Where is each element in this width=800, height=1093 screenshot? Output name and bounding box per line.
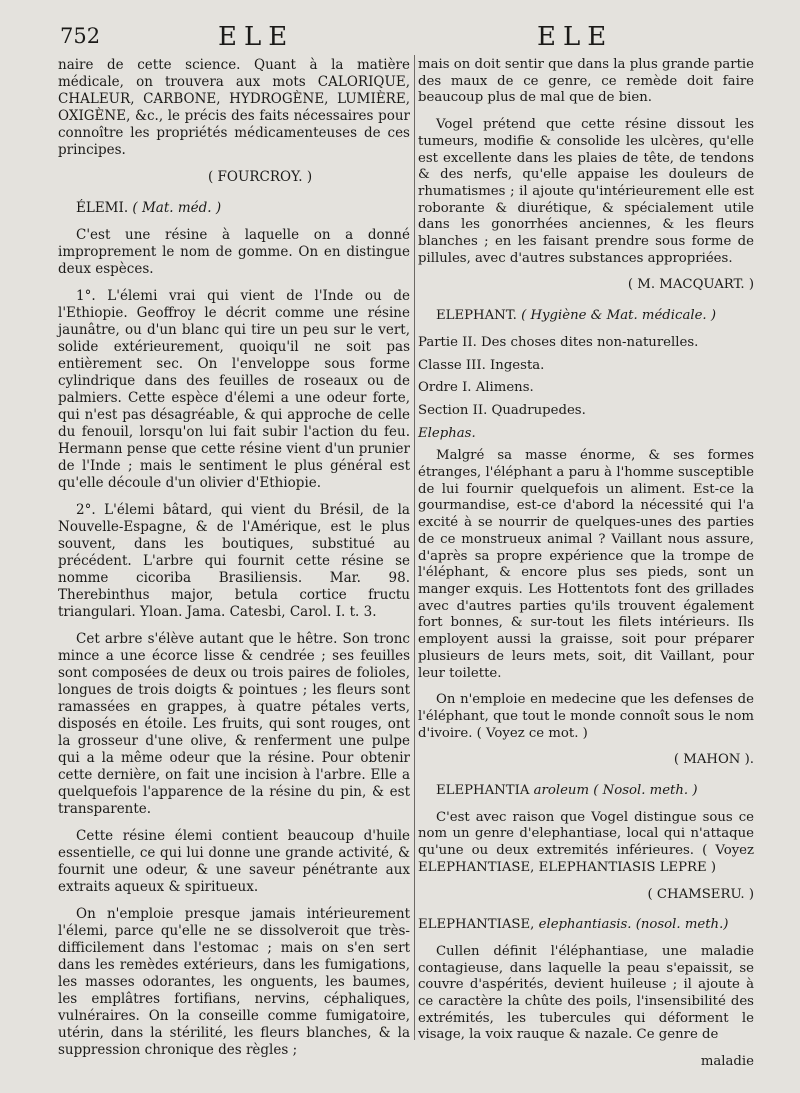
author-signature: ( FOURCROY. ) <box>208 169 313 185</box>
paragraph: On n'emploie presque jamais intérieurement l'élemi, parce qu'elle ne se dissolveroit que très-difficilement dans l'estomac ; mais on s'en sert dans les remèdes extérieurs, dans les fumigations, les masses odorantes, les onguents, les baumes, les emplâtres fortifians, nervins, céphaliques, vulnéraires. On la conseille comme fumigatoire, utérin, dans la stérilité, les fleurs blanches, & la suppression chronique des règles ; <box>58 906 410 1058</box>
paragraph: Vogel prétend que cette résine dissout les tumeurs, modifie & consolide les ulcères, qu'elle est excellente dans les plaies de tête, de tendons & des nerfs, qu'elle appaise les douleurs de rhumatismes ; il ajoute qu'intérieurement elle est roborante & diurétique, & spécialement utile dans les gonorrhées anciennes, & les fleurs blanches ; en les faisant prendre sous forme de pillules, avec d'autres substances appropriées. <box>418 117 754 266</box>
entry-heading-elephantia <box>436 783 754 800</box>
paragraph: naire de cette science. Quant à la matière médicale, on trouvera aux mots CALORIQUE, CHALEUR, CARBONE, HYDROGÈNE, LUMIÈRE, OXIGÈNE, &c., le précis des faits nécessaires pour connoître les propriétés médicamenteuses de ces principes. <box>58 57 410 158</box>
running-head-right: ELE <box>537 22 614 52</box>
entry-word: ELEPHANTIA <box>436 783 530 799</box>
paragraph: Cet arbre s'élève autant que le hêtre. Son tronc mince a une écorce lisse & cendrée ; ses feuilles sont composées de deux ou trois paires de folioles, longues de trois doigts & pointues ; les fleurs sont ramassées en grappes, à quatre pétales verts, disposés en étoile. Les fruits, qui sont rouges, ont la grosseur d'une olive, & renferment une pulpe qui a la même odeur que la résine. Pour obtenir cette dernière, on fait une incision à l'arbre. Elle a quelquefois l'apparence de la résine du pin, & est transparente. <box>58 631 410 817</box>
left-column <box>58 57 410 1069</box>
paragraph: C'est avec raison que Vogel distingue sous ce nom un genre d'elephantiase, local qui n'attaque qu'une ou deux extremités inférieures. ( Voyez ELEPHANTIASE, ELEPHANTIASIS LEPRE ) <box>418 809 754 875</box>
paragraph: C'est une résine à laquelle on a donné improprement le nom de gomme. On en distingue deux espèces. <box>58 227 410 277</box>
classification-line: Elephas. <box>418 425 476 441</box>
paragraph: mais on doit sentir que dans la plus grande partie des maux de ce genre, ce remède doit faire beaucoup plus de mal que de bien. <box>418 57 754 106</box>
entry-category: ( Mat. méd. ) <box>132 200 222 216</box>
entry-category: elephantiasis. (nosol. meth.) <box>538 917 729 933</box>
catchword: maladie <box>700 1054 754 1070</box>
paragraph: Cette résine élemi contient beaucoup d'huile essentielle, ce qui lui donne une grande activité, & fournit une odeur, & une saveur pénétrante aux extraits aqueux & spiritueux. <box>58 828 410 895</box>
classification-line: Ordre I. Alimens. <box>418 380 534 396</box>
entry-heading-elephant <box>436 308 754 325</box>
entry-word: ÉLEMI. <box>76 200 129 216</box>
entry-word: ELEPHANTIASE, <box>418 917 535 933</box>
entry-category: ( Hygiène & Mat. médicale. ) <box>521 308 717 324</box>
author-signature: ( CHAMSERU. ) <box>647 886 754 902</box>
paragraph: On n'emploie en medecine que les defenses de l'éléphant, que tout le monde connoît sous le nom d'ivoire. ( Voyez ce mot. ) <box>418 692 754 741</box>
column-divider <box>414 55 415 1040</box>
paragraph: Cullen définit l'éléphantiase, une maladie contagieuse, dans laquelle la peau s'epaissit, se couvre d'aspérités, devient huileuse ; il ajoute à ce caractère la chûte des poils, l'insensibilité des extrémités, les tubercules qui déforment le visage, la voix rauque & nazale. Ce genre de <box>418 943 754 1043</box>
entry-category: aroleum ( Nosol. meth. ) <box>533 783 698 799</box>
author-signature: ( M. MACQUART. ) <box>627 277 754 293</box>
classification-line: Section II. Quadrupedes. <box>418 402 586 418</box>
page-number: 752 <box>60 24 101 48</box>
paragraph: 2°. L'élemi bâtard, qui vient du Brésil, de la Nouvelle-Espagne, & de l'Amérique, est le plus souvent, dans les boutiques, substitué au précédent. L'arbre qui fournit cette résine se nomme cicoriba Brasiliensis. Mar. 98. Therebinthus major, betula cortice fructu triangulari. Yloan. Jama. Catesbi, Carol. I. t. 3. <box>58 502 410 620</box>
entry-heading-elephantiase <box>418 917 754 934</box>
paragraph: Malgré sa masse énorme, & ses formes étranges, l'éléphant a paru à l'homme susceptible de lui fournir quelquefois un aliment. Est-ce la gourmandise, est-ce d'abord la nécessité qui l'a excité à se nourrir de quelques-unes des parties de ce monstrueux animal ? Vaillant nous assure, d'après sa propre expérience que la trompe de l'éléphant, & encore plus ses pieds, sont un manger exquis. Les Hottentots font des grillades avec d'autres parties qu'ils trouvent également fort bonnes, & sur-tout les filets intérieurs. Ils employent aussi la graisse, soit pour préparer plusieurs de leurs mets, soit, dit Vaillant, pour leur toilette. <box>418 448 754 681</box>
right-column <box>418 57 754 1071</box>
paragraph: 1°. L'élemi vrai qui vient de l'Inde ou de l'Ethiopie. Geoffroy le décrit comme une résine jaunâtre, ou d'un blanc qui tire un peu sur le vert, solide extérieurement, quoiqu'il ne soit pas entièrement sec. On l'enveloppe sous forme cylindrique dans des feuilles de roseaux ou de palmiers. Cette espèce d'élemi a une odeur forte, qui n'est pas désagréable, & qui approche de celle du fenouil, lorsqu'on lui fait subir l'action du feu. Hermann pense que cette résine vient d'un prunier de l'Inde ; mais le sentiment le plus général est qu'elle découle d'un olivier d'Ethiopie. <box>58 288 410 491</box>
classification-line: Partie II. Des choses dites non-naturelles. <box>418 334 699 350</box>
author-signature: ( MAHON ). <box>673 752 754 768</box>
entry-heading-elemi <box>76 200 410 217</box>
entry-word: ELEPHANT. <box>436 308 517 324</box>
classification-line: Classe III. Ingesta. <box>418 357 545 373</box>
running-head-left: ELE <box>218 22 295 52</box>
